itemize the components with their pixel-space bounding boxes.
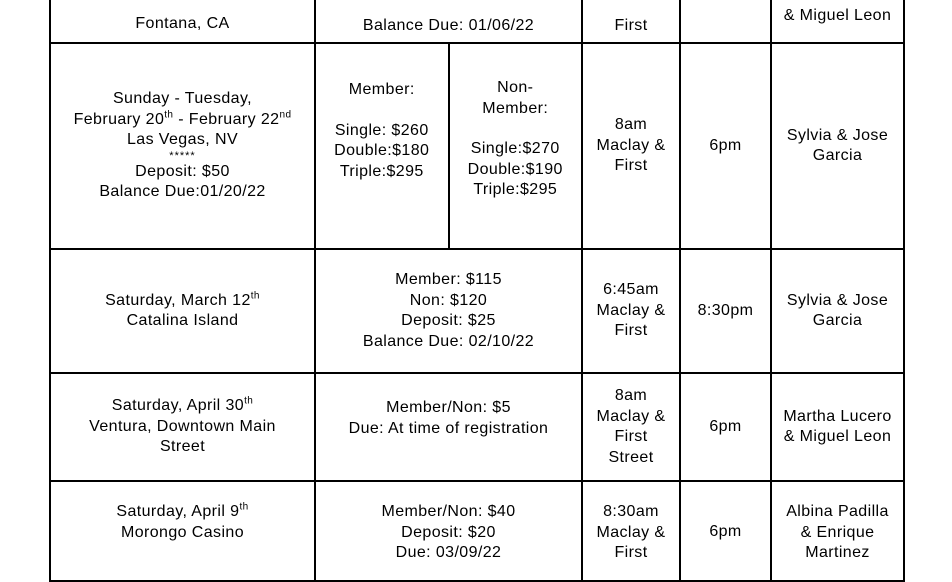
event-cell bbox=[50, 0, 315, 43]
hosts-line: Sylvia & Jose bbox=[786, 291, 889, 309]
member-double: Double:$180 bbox=[334, 142, 430, 159]
hosts-line: Martha Lucero bbox=[783, 407, 892, 425]
table-row bbox=[50, 0, 904, 43]
departure-cell bbox=[582, 249, 680, 373]
hosts-line: & Miguel Leon bbox=[783, 428, 892, 445]
member-prices bbox=[316, 44, 450, 248]
event-dates-line: Sunday - Tuesday, bbox=[112, 90, 253, 108]
event-date: Saturday, March 12th bbox=[105, 290, 260, 309]
price-split bbox=[316, 44, 581, 248]
departure-line: Street bbox=[608, 448, 654, 466]
hosts-line: Albina Padilla bbox=[786, 503, 889, 520]
departure-cell bbox=[582, 481, 680, 581]
return-cell bbox=[680, 481, 771, 581]
departure-line: First bbox=[614, 322, 648, 340]
deposit: Deposit: $25 bbox=[401, 312, 496, 329]
departure-cell bbox=[582, 373, 680, 481]
price-cell bbox=[315, 43, 582, 249]
deposit: Deposit: $50 bbox=[135, 162, 230, 180]
nonmember-prices bbox=[450, 44, 582, 248]
departure-time: 8am bbox=[614, 116, 648, 134]
return-time: 6pm bbox=[709, 523, 742, 540]
table-row bbox=[50, 43, 904, 249]
hosts-line: & Enrique bbox=[800, 523, 875, 541]
member-triple: Triple:$295 bbox=[339, 162, 424, 180]
nonmember-label: Member: bbox=[482, 99, 549, 117]
departure-time: 8am bbox=[614, 387, 648, 404]
event-dates-line: February 20th - February 22nd bbox=[73, 109, 292, 128]
hosts-line: Garcia bbox=[812, 312, 863, 329]
separator-stars: ***** bbox=[169, 149, 196, 162]
table-row bbox=[50, 481, 904, 581]
event-cell bbox=[50, 249, 315, 373]
return-time: 6pm bbox=[709, 136, 742, 154]
departure-line: Maclay & bbox=[596, 523, 666, 541]
departure-line: First bbox=[614, 157, 648, 175]
departure-line: Maclay & bbox=[596, 301, 666, 319]
event-cell bbox=[50, 481, 315, 581]
return-time: 6pm bbox=[709, 417, 742, 435]
event-location: Ventura, Downtown Main bbox=[89, 417, 276, 435]
balance-due: Balance Due:01/20/22 bbox=[99, 183, 266, 201]
nonmember-double: Double:$190 bbox=[467, 160, 563, 178]
balance-due: Balance Due: 02/10/22 bbox=[362, 332, 535, 350]
return-cell bbox=[680, 43, 771, 249]
nonmember-single: Single:$270 bbox=[470, 140, 560, 157]
hosts-line: Martinez bbox=[805, 544, 870, 561]
hosts-cell bbox=[771, 249, 904, 373]
trip-schedule-table bbox=[49, 0, 905, 582]
member-single: Single: $260 bbox=[334, 121, 429, 139]
hosts-cell bbox=[771, 481, 904, 581]
event-cell bbox=[50, 373, 315, 481]
hosts-line: Garcia bbox=[812, 147, 863, 164]
event-date: Saturday, April 30th bbox=[111, 395, 254, 415]
event-location: Morongo Casino bbox=[121, 523, 244, 541]
departure-line: Maclay & bbox=[596, 136, 666, 154]
departure-line: First bbox=[614, 428, 648, 445]
departure-cell bbox=[582, 0, 680, 43]
event-location: Las Vegas, NV bbox=[126, 131, 239, 149]
event-location: Fontana, CA bbox=[135, 14, 230, 32]
departure-time: 8:30am bbox=[603, 503, 659, 520]
hosts-cell bbox=[771, 0, 904, 43]
member-price: Member/Non: $5 bbox=[386, 399, 511, 416]
hosts-line: & Miguel Leon bbox=[783, 6, 892, 24]
departure-cell bbox=[582, 43, 680, 249]
price-cell bbox=[315, 373, 582, 481]
due-line: Due: 03/09/22 bbox=[395, 544, 502, 561]
table-row bbox=[50, 373, 904, 481]
member-price: Member/Non: $40 bbox=[381, 503, 516, 520]
member-price: Member: $115 bbox=[395, 271, 502, 288]
nonmember-price: Non: $120 bbox=[409, 291, 488, 309]
event-location: Catalina Island bbox=[126, 312, 239, 329]
departure-time: 6:45am bbox=[603, 281, 659, 299]
price-cell bbox=[315, 0, 582, 43]
price-cell bbox=[315, 481, 582, 581]
event-date: Saturday, April 9th bbox=[116, 501, 249, 520]
departure-line: Maclay & bbox=[596, 407, 666, 425]
return-time: 8:30pm bbox=[697, 301, 754, 319]
due-line: Due: At time of registration bbox=[348, 419, 549, 437]
balance-due: Balance Due: 01/06/22 bbox=[362, 16, 535, 34]
hosts-cell bbox=[771, 373, 904, 481]
return-cell bbox=[680, 0, 771, 43]
departure-line: First bbox=[614, 544, 648, 561]
return-cell bbox=[680, 373, 771, 481]
member-label: Member: bbox=[348, 81, 415, 98]
nonmember-label: Non- bbox=[497, 79, 534, 96]
nonmember-triple: Triple:$295 bbox=[473, 181, 558, 198]
deposit: Deposit: $20 bbox=[401, 523, 496, 541]
event-cell bbox=[50, 43, 315, 249]
price-cell bbox=[315, 249, 582, 373]
return-cell bbox=[680, 249, 771, 373]
hosts-cell bbox=[771, 43, 904, 249]
event-location: Street bbox=[159, 438, 206, 456]
table-row bbox=[50, 249, 904, 373]
departure-line: First bbox=[614, 16, 648, 34]
hosts-line: Sylvia & Jose bbox=[786, 126, 889, 144]
